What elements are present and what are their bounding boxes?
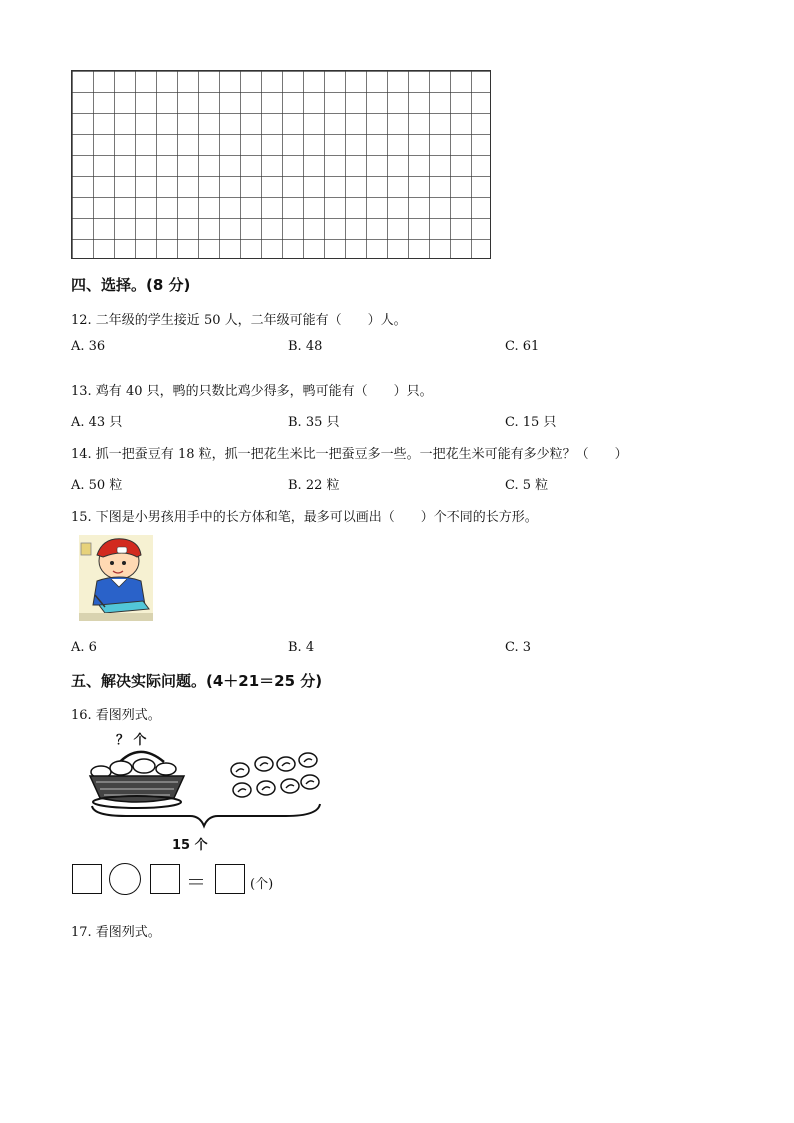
question-15: 15. 下图是小男孩用手中的长方体和笔，最多可以画出（ ）个不同的长方形。 bbox=[71, 510, 538, 525]
equation-box-2[interactable] bbox=[150, 864, 180, 894]
boy-drawing-illustration bbox=[79, 535, 153, 621]
q14-option-a: A. 50 粒 bbox=[71, 478, 123, 493]
q13-option-c: C. 15 只 bbox=[505, 415, 557, 430]
q15-option-c: C. 3 bbox=[505, 640, 532, 655]
section-4-title: 四、选择。(8 分) bbox=[71, 276, 191, 294]
question-14: 14. 抓一把蚕豆有 18 粒，抓一把花生米比一把蚕豆多一些。一把花生米可能有多少粒？（ ） bbox=[71, 447, 628, 462]
q14-option-c: C. 5 粒 bbox=[505, 478, 549, 493]
q13-option-a: A. 43 只 bbox=[71, 415, 123, 430]
question-12: 12. 二年级的学生接近 50 人，二年级可能有（ ）人。 bbox=[71, 313, 407, 328]
equation-box-1[interactable] bbox=[72, 864, 102, 894]
unit-label: (个) bbox=[250, 877, 274, 892]
q14-option-b: B. 22 粒 bbox=[288, 478, 340, 493]
writing-grid bbox=[71, 70, 491, 259]
unknown-count-label: ？ 个 bbox=[116, 733, 147, 748]
q12-option-a: A. 36 bbox=[71, 339, 106, 354]
total-count-label: 15 个 bbox=[172, 838, 208, 853]
question-13: 13. 鸡有 40 只，鸭的只数比鸡少得多，鸭可能有（ ）只。 bbox=[71, 384, 433, 399]
q15-option-a: A. 6 bbox=[71, 640, 97, 655]
operator-circle[interactable] bbox=[109, 863, 141, 895]
q12-option-c: C. 61 bbox=[505, 339, 540, 354]
equals-sign: ＝ bbox=[186, 870, 206, 894]
q12-option-b: B. 48 bbox=[288, 339, 323, 354]
question-16: 16. 看图列式。 bbox=[71, 708, 161, 723]
q15-option-b: B. 4 bbox=[288, 640, 315, 655]
fruit-basket-illustration bbox=[86, 742, 322, 838]
equation-answer-box[interactable] bbox=[215, 864, 245, 894]
q13-option-b: B. 35 只 bbox=[288, 415, 340, 430]
question-17: 17. 看图列式。 bbox=[71, 925, 161, 940]
section-5-title: 五、解决实际问题。(4＋21＝25 分) bbox=[71, 672, 323, 690]
